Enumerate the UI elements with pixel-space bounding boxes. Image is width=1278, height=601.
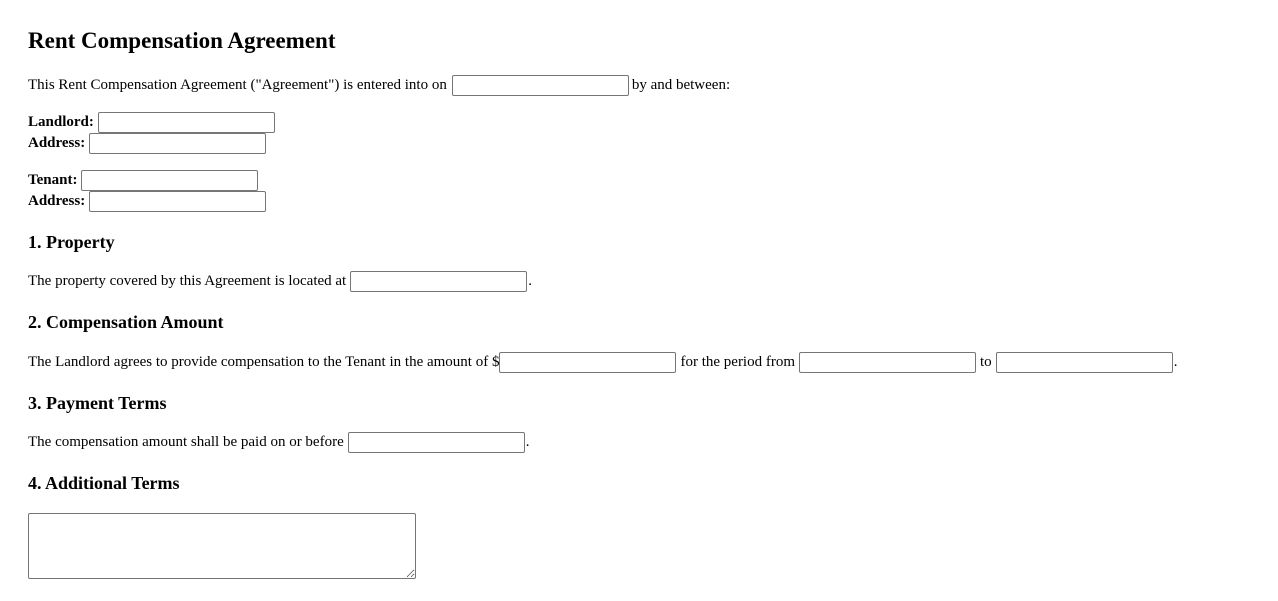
payment-date-input[interactable]	[348, 432, 525, 453]
property-location-input[interactable]	[350, 271, 527, 292]
payment-period: .	[525, 434, 530, 450]
tenant-address-line	[28, 190, 269, 212]
landlord-name-line	[28, 111, 278, 133]
compensation-amount-input[interactable]	[499, 352, 676, 373]
property-text: The property covered by this Agreement is located at	[28, 273, 347, 289]
landlord-label: Landlord:	[28, 114, 94, 130]
section-heading-payment: 3. Payment Terms	[28, 393, 167, 413]
payment-line	[28, 431, 530, 453]
property-period: .	[528, 273, 532, 289]
landlord-address-label: Address:	[28, 135, 86, 151]
section-heading-additional: 4. Additional Terms	[28, 473, 180, 493]
tenant-address-input[interactable]	[89, 191, 266, 212]
additional-terms-textarea[interactable]	[28, 513, 416, 579]
payment-text: The compensation amount shall be paid on or before	[28, 434, 344, 450]
landlord-name-input[interactable]	[98, 112, 275, 133]
compensation-to-text: to	[980, 354, 992, 370]
period-from-input[interactable]	[799, 352, 976, 373]
section-heading-compensation: 2. Compensation Amount	[28, 312, 224, 332]
landlord-address-input[interactable]	[89, 133, 266, 154]
tenant-label: Tenant:	[28, 172, 78, 188]
compensation-text: The Landlord agrees to provide compensation to the Tenant in the amount of $	[28, 354, 500, 370]
period-to-input[interactable]	[996, 352, 1173, 373]
page-title: Rent Compensation Agreement	[28, 28, 336, 53]
tenant-name-input[interactable]	[81, 170, 258, 191]
tenant-name-line	[28, 169, 261, 191]
property-line	[28, 270, 532, 292]
compensation-period-text: for the period from	[680, 354, 796, 370]
compensation-line	[28, 351, 1177, 373]
compensation-period: .	[1173, 354, 1178, 370]
intro-text: This Rent Compensation Agreement ("Agreement") is entered into on	[28, 77, 447, 93]
intro-line	[28, 74, 730, 96]
section-heading-property: 1. Property	[28, 232, 115, 252]
tenant-address-label: Address:	[28, 193, 86, 209]
intro-text-after: by and between:	[631, 77, 731, 93]
landlord-address-line	[28, 132, 269, 154]
agreement-date-input[interactable]	[452, 75, 629, 96]
